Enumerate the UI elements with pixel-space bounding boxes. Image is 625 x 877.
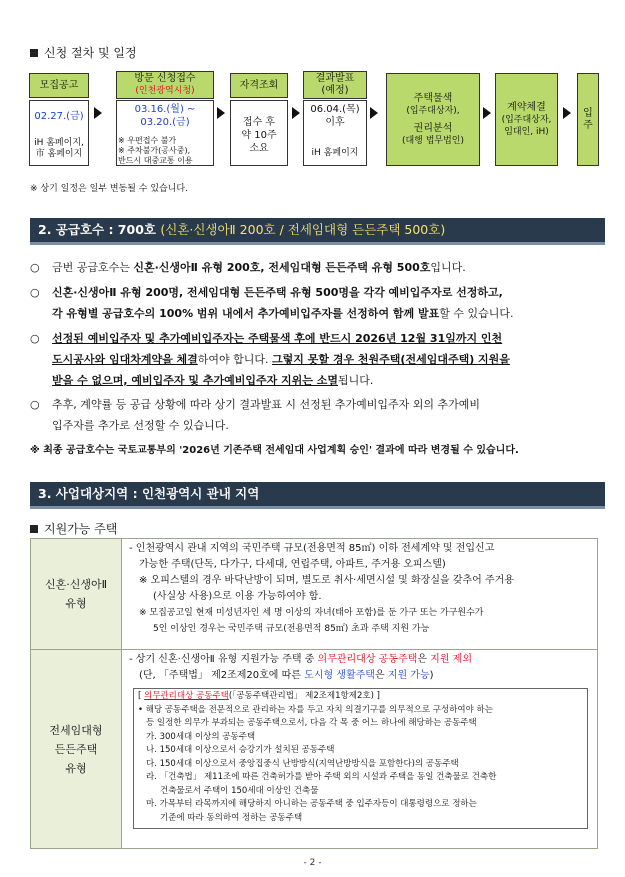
eligible-housing-table [30, 538, 598, 849]
section2-para2: ○ 신혼·신생아Ⅱ 유형 200명, 전세임대형 든든주택 유형 500명을 각각 예비입주자로 선정하고, 각 유형별 공급호수의 100% 범위 내에서 추가예비입주자를 선정하여 함께 발표할 수 있습니다. [30, 286, 514, 320]
arrow-right-icon [292, 107, 300, 119]
step-date-end: 03.20.(금) [140, 117, 190, 128]
section2-header: 2. 공급호수 : 700호 (신혼·신생아Ⅱ 200호 / 전세임대형 든든주택 500호) [30, 218, 605, 245]
step-desc-application: ※ 우편접수 불가 ※ 주차불가(공사중), 반드시 대중교통 이용 [118, 136, 193, 165]
section3-subheading: 지원가능 주택 [30, 520, 117, 537]
section2-para4: ○ 추후, 계약률 등 공급 상황에 따라 상기 결과발표 시 선정된 추가예비입주자 외의 추가예비 입주자를 추가로 선정할 수 있습니다. [30, 398, 480, 432]
step-house-search: 주택물색 (입주대상자), 권리분석 (대행 법무법인) [386, 73, 480, 166]
step-title-application: 방문 신청접수 (인천광역시청) [116, 71, 214, 99]
step-date-start: 03.16.(월) ~ [134, 104, 196, 115]
step-title-announcement: 결과발표 (예정) [303, 71, 367, 99]
table-row [31, 539, 598, 650]
definition-box: [ 의무관리대상 공동주택(「공동주택관리법」 제2조제1항제2호) ] • 해당 공동주택을 전문적으로 관리하는 자를 두고 자치 의결기구를 의무적으로 구성하여야 하는 등 일정한 의무가 부과되는 공동주택으로서, 다음 각 목 중 어느 하나에 해당하는 공동주택 가. 300세대 이상의 공동주택 나. 150세대 이상으로서 승강기가 설치된 공동주택 다. 150세대 이상으로서 중앙집중식 난방방식(지역난방방식을 포함한다)의 공동주택 라. 「건축법」 제11조에 따른 건축허가를 받아 주택 외의 시설과 주택을 동일 건축물로 건축한 건축물로서 주택이 150세대 이상인 건축물 마. 가목부터 라목까지에 해당하지 아니하는 공동주택 중 입주자등이 대통령령으로 정하는 기준에 따라 동의하여 정하는 공동주택 [133, 688, 588, 829]
category-newlywed: 신혼·신생아Ⅱ 유형 [31, 539, 122, 650]
criteria-jeonse: - 상기 신혼·신생아Ⅱ 유형 지원가능 주택 중 의무관리대상 공동주택은 지원 제외 (단, 「주택법」 제2조제20호에 따른 도시형 생활주택은 지원 가능) [ 의무관리대상 공동주택(「공동주택관리법」 제2조제1항제2호) ] • 해당 공동주택을 전문적으로 관리하는 자를 두고 자치 의결기구를 의무적으로 구성하여야 하는 등 일정한 의무가 부과되는 공동주택으로서, 다음 각 목 중 어느 하나에 해당하는 공동주택 가. 300세대 이상의 공동주택 나. 150세대 이상으로서 승강기가 설치된 공동주택 다. 150세대 이상으로서 중앙집중식 난방방식(지역난방방식을 포함한다)의 공동주택 라. 「건축법」 제11조에 따른 건축허가를 받아 주택 외의 시설과 주택을 동일 건축물로 건축한 건축물로서 주택이 150세대 이상인 건축물 마. 가목부터 라목까지에 해당하지 아니하는 공동주택 중 입주자등이 대통령령으로 정하는 기준에 따라 동의하여 정하는 공동주택 [122, 650, 598, 849]
step-title-eligibility: 자격조회 [230, 73, 288, 98]
section3-header: 3. 사업대상지역 : 인천광역시 관내 지역 [30, 482, 605, 509]
section2-note: ※ 최종 공급호수는 국토교통부의 '2026년 기존주택 전세임대 사업계획 승인' 결과에 따라 변경될 수 있습니다. [30, 445, 519, 456]
section1-heading: 신청 절차 및 일정 [30, 44, 137, 61]
arrow-right-icon [483, 107, 491, 119]
page-number: - 2 - [303, 858, 322, 868]
arrow-right-icon [94, 107, 102, 119]
step-date-notice: 02.27.(금) [34, 111, 84, 122]
schedule-note: ※ 상기 일정은 일부 변동될 수 있습니다. [30, 184, 188, 194]
arrow-right-icon [370, 107, 378, 119]
step-desc-notice: iH 홈페이지, 市 홈페이지 [34, 138, 84, 159]
section2-para1: ○ 금번 공급호수는 신혼·신생아Ⅱ 유형 200호, 전세임대형 든든주택 유형 500호입니다. [30, 261, 466, 274]
category-jeonse: 전세임대형 든든주택 유형 [31, 650, 122, 849]
criteria-newlywed: - 인천광역시 관내 지역의 국민주택 규모(전용면적 85㎡) 이하 전세계약 및 전입신고 가능한 주택(단독, 다가구, 다세대, 연립주택, 아파트, 주거용 오피스텔) ※ 오피스텔의 경우 바닥난방이 되며, 별도로 취사·세면시설 및 화장실을 갖추어 주거용 (사실상 사용)으로 이용 가능하여야 함. ※ 모집공고일 현재 미성년자인 세 명 이상의 자녀(태아 포함)를 둔 가구 또는 가구원수가 5인 이상인 경우는 국민주택 규모(전용면적 85㎡) 초과 주택 지원 가능 [122, 539, 598, 650]
step-date-sub: 이후 [325, 117, 345, 128]
square-bullet-icon [30, 49, 38, 57]
square-bullet-icon [30, 525, 38, 533]
step-move-in: 입 주 [577, 73, 599, 166]
step-title-notice: 모집공고 [29, 73, 89, 98]
step-date-announcement: 06.04.(목) [310, 104, 360, 115]
step-desc-eligibility: 접수 후 약 10주 소요 [241, 117, 277, 154]
arrow-right-icon [563, 107, 571, 119]
section2-para3: ○ 선정된 예비입주자 및 추가예비입주자는 주택물색 후에 반드시 2026년 12월 31일까지 인천 도시공사와 임대차계약을 체결하여야 합니다. 그렇지 못할 경우 천원주택(전세임대주택) 지원을 받을 수 없으며, 예비입주자 및 추가예비입주자 지위는 소멸됩니다. [30, 332, 510, 387]
step-desc-announcement: iH 홈페이지 [311, 148, 359, 158]
arrow-right-icon [217, 107, 225, 119]
step-contract: 계약체결 (입주대상자, 임대인, iH) [495, 73, 558, 166]
table-row [31, 650, 598, 849]
